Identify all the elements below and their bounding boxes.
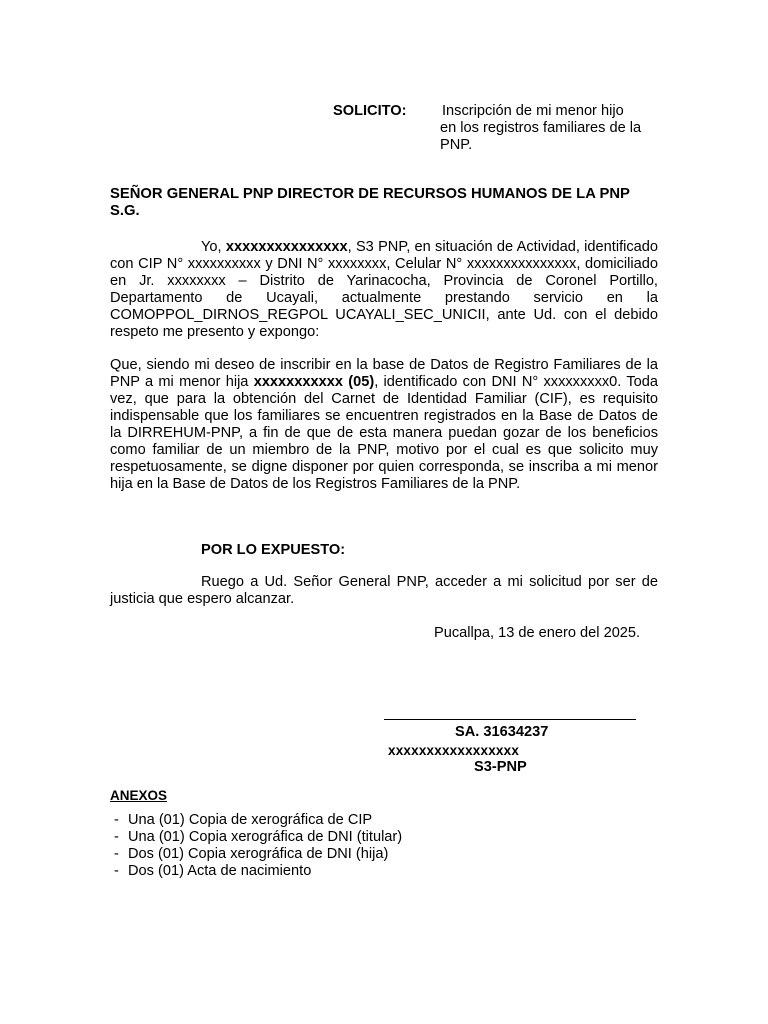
list-item	[114, 863, 402, 880]
intro-yo: Yo,	[201, 239, 226, 255]
place-date: Pucallpa, 13 de enero del 2025.	[434, 625, 641, 641]
closing-text: Ruego a Ud. Señor General PNP, acceder a mi solicitud por ser de justicia que espero alcanzar.	[110, 574, 658, 607]
list-item	[114, 846, 402, 863]
anexos-list	[114, 812, 402, 880]
solicito-line-2: en los registros familiares de la	[440, 120, 642, 136]
list-dash: -	[114, 846, 119, 862]
solicito-line-1: Inscripción de mi menor hijo	[442, 103, 624, 119]
signature-line	[384, 705, 636, 720]
signature-grade: S3-PNP	[474, 759, 527, 775]
signature-rank-id: SA. 31634237	[455, 724, 549, 740]
addressee-line-2: S.G.	[110, 203, 140, 219]
request-part-2: , identificado con DNI N° xxxxxxxxx0. Toda vez, que para la obtención del Carnet de Identidad Familiar (CIF), es requisito indispensable que los familiares se encuentren registrados en la Base de Datos de la DIRREHUM-PNP, a fin de que de esta manera puedan gozar de los beneficios como familiar de un miembro de la PNP, motivo por el cual es que solicito muy respetuosamente, se digne disponer por quien corresponda, se inscriba a mi menor hija en la Base de Datos de los Registros Familiares de la PNP.	[110, 374, 658, 492]
intro-rest: , S3 PNP, en situación de Actividad, identificado con CIP N° xxxxxxxxxx y DNI N° xxxxxxxx, Celular N° xxxxxxxxxxxxxxx, domiciliado en Jr. xxxxxxxx – Distrito de Yarinacocha, Provincia de Coronel Portillo, Departamento de Ucayali, actualmente prestando servicio en la COMOPPOL_DIRNOS_REGPOL UCAYALI_SEC_UNICII, ante Ud. con el debido respeto me presento y expongo:	[110, 239, 659, 340]
list-dash: -	[114, 829, 119, 845]
por-lo-expuesto-heading: POR LO EXPUESTO:	[201, 542, 346, 558]
addressee	[110, 186, 670, 220]
request-paragraph	[110, 357, 658, 493]
solicito-label: SOLICITO:	[333, 103, 407, 119]
closing-paragraph	[110, 574, 658, 608]
list-item	[114, 812, 402, 829]
list-dash: -	[114, 863, 119, 879]
anexo-item-2: Una (01) Copia xerográfica de DNI (titular)	[128, 829, 403, 845]
anexo-item-1: Una (01) Copia de xerográfica de CIP	[128, 812, 373, 828]
request-part-1: Que, siendo mi deseo de inscribir en la base de Datos de Registro Familiares de la PNP a mi menor hija	[110, 357, 658, 390]
addressee-line-1: SEÑOR GENERAL PNP DIRECTOR DE RECURSOS HUMANOS DE LA PNP	[110, 186, 630, 202]
list-item	[114, 829, 402, 846]
solicito-subject	[440, 103, 670, 154]
signature-name: xxxxxxxxxxxxxxxxx	[388, 743, 520, 758]
applicant-name: xxxxxxxxxxxxxxx	[225, 239, 348, 255]
anexo-item-3: Dos (01) Copia xerográfica de DNI (hija)	[128, 846, 389, 862]
introduction-paragraph	[110, 239, 658, 341]
list-dash: -	[114, 812, 119, 828]
child-name: xxxxxxxxxxx (05)	[253, 374, 375, 390]
solicito-line-3: PNP.	[440, 137, 473, 153]
anexo-item-4: Dos (01) Acta de nacimiento	[128, 863, 312, 879]
anexos-title: ANEXOS	[110, 788, 168, 803]
